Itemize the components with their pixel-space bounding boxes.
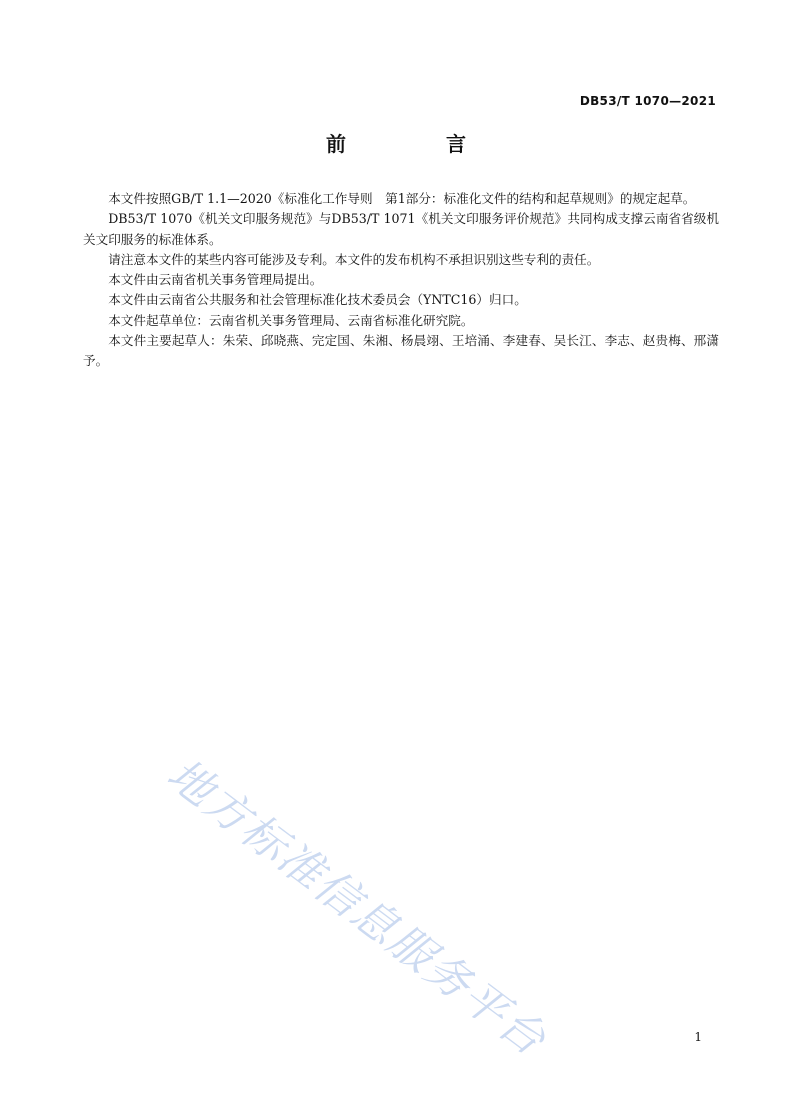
paragraph-proposer: 本文件由云南省机关事务管理局提出。 [108, 272, 323, 288]
document-code: DB53/T 1070—2021 [579, 94, 716, 108]
page-number: 1 [694, 1030, 702, 1044]
paragraph-committee: 本文件由云南省公共服务和社会管理标准化技术委员会（YNTC16）归口。 [108, 292, 527, 308]
watermark: 地方标准信息服务平台 [157, 748, 556, 1067]
paragraph-drafters: 本文件主要起草人：朱荣、邱晓燕、完定国、朱湘、杨晨翊、王培涌、李建春、吴长江、李志、赵贵梅、邢潇予。 [83, 333, 719, 369]
paragraph-standard-system: DB53/T 1070《机关文印服务规范》与DB53/T 1071《机关文印服务评价规范》共同构成支撑云南省省级机关文印服务的标准体系。 [83, 211, 719, 247]
paragraph-patent-notice: 请注意本文件的某些内容可能涉及专利。本文件的发布机构不承担识别这些专利的责任。 [108, 251, 600, 267]
paragraph-drafting-units: 本文件起草单位：云南省机关事务管理局、云南省标准化研究院。 [108, 312, 474, 328]
foreword-body [83, 189, 719, 372]
paragraph-drafting-rules: 本文件按照GB/T 1.1—2020《标准化工作导则 第1部分：标准化文件的结构和起草规则》的规定起草。 [108, 191, 696, 206]
page-title: 前 言 [326, 132, 506, 156]
